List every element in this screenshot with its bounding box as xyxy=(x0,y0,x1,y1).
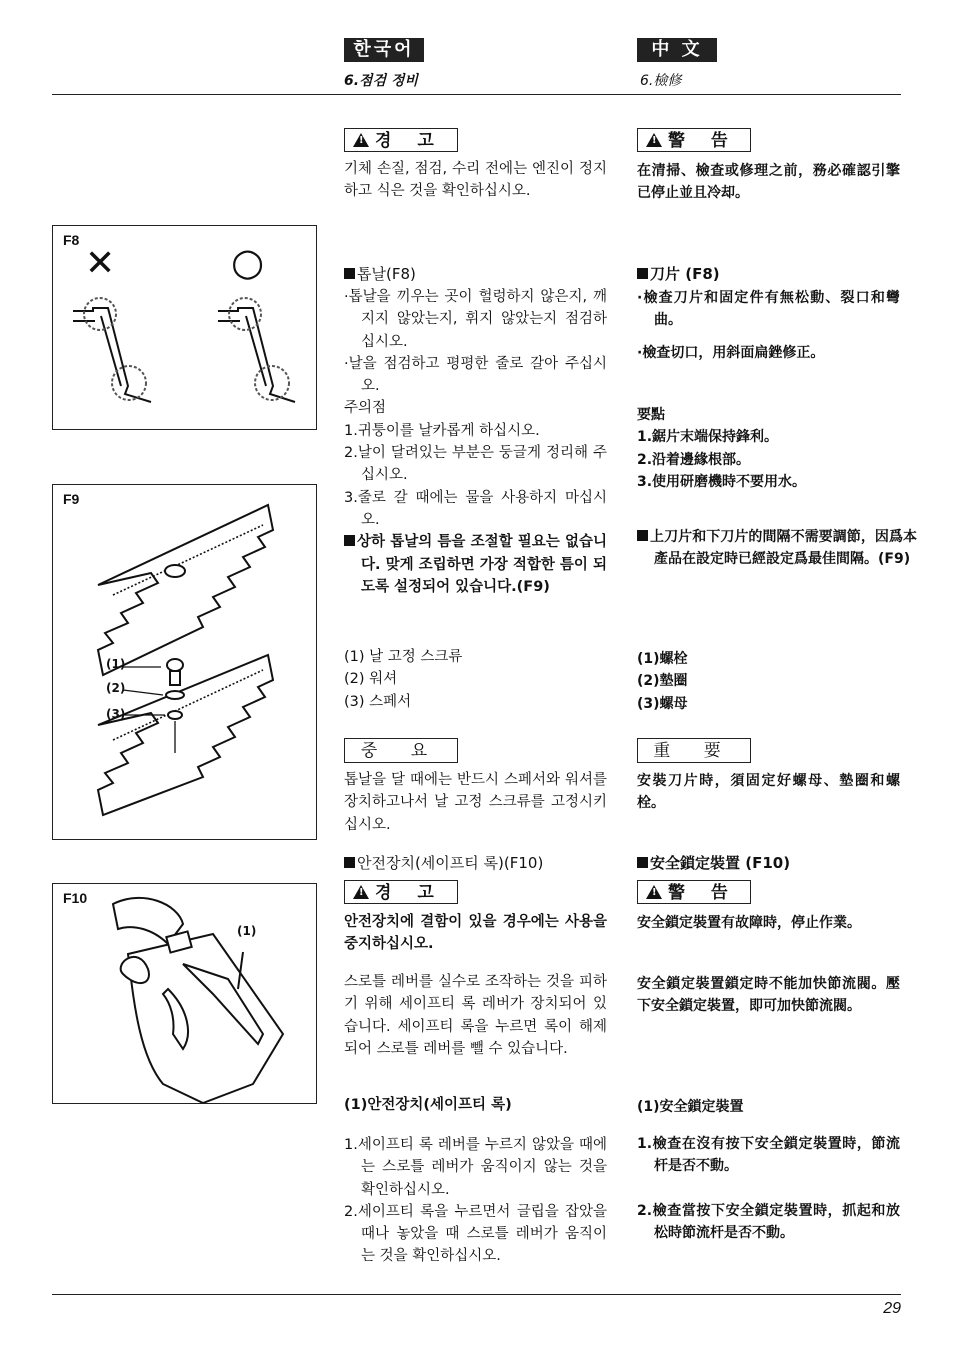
f9-callout-1: (1) xyxy=(106,657,126,671)
square-bullet-icon xyxy=(637,530,648,541)
safety-lock-handle-illustration xyxy=(53,884,316,1103)
korean-section-title: 6.점검 정비 xyxy=(344,73,419,89)
zh-blade-bullets xyxy=(637,287,900,364)
ko-warning-box-2 xyxy=(344,880,458,904)
ko-caution-item: 3.줄로 갈 때에는 물을 사용하지 마십시오. xyxy=(344,489,607,528)
zh-warning-box-2 xyxy=(637,880,751,904)
ko-warning-box-1 xyxy=(344,128,458,152)
zh-blade-bullet: ·檢查刀片和固定件有無松動、裂口和彎曲。 xyxy=(637,290,900,329)
ko-parts-list xyxy=(344,646,607,713)
zh-warning-text-2: 安全鎖定裝置有故障時，停止作業。 xyxy=(637,915,861,931)
zh-important-text: 安裝刀片時，須固定好螺母、墊圈和螺栓。 xyxy=(637,773,900,812)
ko-warning-label-2: 경 고 xyxy=(375,883,444,903)
square-bullet-icon xyxy=(637,857,648,868)
zh-blade-heading-text: 刀片 (F8) xyxy=(650,265,720,283)
header-divider xyxy=(52,94,901,95)
ko-blade-bullets xyxy=(344,286,607,598)
ko-safety-heading-text: 안전장치(세이프티 록)(F10) xyxy=(357,854,544,872)
zh-caution-item: 1.鋸片末端保持鋒利。 xyxy=(637,429,779,446)
ko-safety-description: 스로틀 레버를 실수로 조작하는 것을 피하기 위해 세이프티 록 레버가 장치되어 있습니다. 세이프티 록을 누르면 록이 해제되어 스로틀 레버를 뺄 수 있습니다. xyxy=(344,974,607,1057)
ko-warning-text-2: 안전장치에 결함이 있을 경우에는 사용을 중지하십시오. xyxy=(344,914,607,953)
ko-warning-text-1: 기체 손질, 점검, 수리 전에는 엔진이 정지하고 식은 것을 확인하십시오. xyxy=(344,161,607,200)
ko-important-text: 톱날을 달 때에는 반드시 스페서와 워셔를 장치하고나서 날 고정 스크류를 고정시키십시오. xyxy=(344,772,607,833)
ko-caution-item: 2.날이 달려있는 부분은 둥글게 정리해 주십시오. xyxy=(344,445,607,484)
f10-callout-1: (1) xyxy=(237,924,257,938)
footer-divider xyxy=(52,1294,901,1295)
ko-gap-note xyxy=(344,531,607,598)
hedge-blade-assembly-illustration xyxy=(53,485,316,839)
zh-safety-part: (1)安全鎖定裝置 xyxy=(637,1099,744,1115)
wrong-mark-icon: ✕ xyxy=(85,243,116,284)
zh-warning-text-1: 在清掃、檢查或修理之前，務必確認引擎已停止並且冷却。 xyxy=(637,163,900,202)
figure-f8-label: F8 xyxy=(63,232,80,248)
blade-tooth-illustration xyxy=(53,226,316,429)
ko-caution-item: 1.귀퉁이를 날카롭게 하십시오. xyxy=(344,422,540,439)
zh-gap-note-text: 上刀片和下刀片的間隔不需要調節，因爲本產品在設定時已經設定爲最佳間隔。(F9) xyxy=(650,529,917,568)
korean-language-tab: 한국어 xyxy=(344,38,424,62)
square-bullet-icon xyxy=(344,857,355,868)
ko-blade-bullet: ·톱날을 끼우는 곳이 헐렁하지 않은지, 깨지지 않았는지, 휘지 않았는지 점검하십시오. xyxy=(344,289,607,350)
figure-f9 xyxy=(52,484,317,840)
chinese-language-tab: 中 文 xyxy=(637,38,717,62)
warning-triangle-icon xyxy=(646,133,662,147)
ko-part-item: (3) 스페서 xyxy=(344,693,412,710)
figure-f9-label: F9 xyxy=(63,491,80,507)
square-bullet-icon xyxy=(344,268,355,279)
ko-blade-heading xyxy=(344,263,416,284)
zh-part-item: (1)螺栓 xyxy=(637,651,688,667)
zh-blade-bullet: ·檢查切口，用斜面扁銼修正。 xyxy=(637,344,825,361)
square-bullet-icon xyxy=(344,535,355,546)
ko-gap-note-text: 상하 톱날의 틈을 조절할 필요는 없습니다. 맞게 조립하면 가장 적합한 틈이 되도록 설정되어 있습니다.(F9) xyxy=(357,534,607,595)
f9-callout-2: (2) xyxy=(106,681,126,695)
zh-part-item: (2)墊圈 xyxy=(637,673,688,690)
zh-safety-check: 2.檢查當按下安全鎖定裝置時，抓起和放松時節流杆是否不動。 xyxy=(637,1202,900,1241)
zh-safety-checks xyxy=(637,1133,900,1244)
ko-part-item: (1) 날 고정 스크류 xyxy=(344,649,463,665)
zh-caution-list xyxy=(637,404,900,493)
zh-warning-box-1 xyxy=(637,128,751,152)
zh-blade-heading xyxy=(637,263,720,284)
zh-part-item: (3)螺母 xyxy=(637,695,688,712)
ko-blade-bullet: ·날을 점검하고 평평한 줄로 갈아 주십시오. xyxy=(344,355,607,395)
square-bullet-icon xyxy=(637,268,648,279)
zh-warning-label: 警 告 xyxy=(668,131,738,151)
zh-caution-item: 3.使用研磨機時不要用水。 xyxy=(637,473,807,490)
ko-safety-check: 1.세이프티 록 레버를 누르지 않았을 때에는 스로틀 레버가 움직이지 않는 것을 확인하십시오. xyxy=(344,1137,607,1198)
zh-important-box: 重 要 xyxy=(637,738,751,763)
zh-safety-heading-text: 安全鎖定裝置 (F10) xyxy=(650,854,791,872)
ko-warning-label: 경 고 xyxy=(375,131,444,151)
ko-blade-heading-text: 톱날(F8) xyxy=(357,265,416,283)
figure-f10-label: F10 xyxy=(63,890,88,906)
ko-safety-part: (1)안전장치(세이프티 록) xyxy=(344,1097,512,1113)
figure-f8 xyxy=(52,225,317,430)
f9-callout-3: (3) xyxy=(106,707,126,721)
zh-safety-description: 安全鎖定裝置鎖定時不能加快節流閥。壓下安全鎖定裝置，即可加快節流閥。 xyxy=(637,976,900,1015)
zh-parts-list xyxy=(637,648,900,715)
warning-triangle-icon xyxy=(353,885,369,899)
warning-triangle-icon xyxy=(353,133,369,147)
ko-safety-checks xyxy=(344,1134,607,1268)
zh-warning-label-2: 警 告 xyxy=(668,883,738,903)
ko-part-item: (2) 워셔 xyxy=(344,671,398,688)
zh-caution-title: 要點 xyxy=(637,407,665,423)
zh-gap-note xyxy=(637,526,917,571)
page-number: 29 xyxy=(883,1300,901,1317)
ko-important-box: 중 요 xyxy=(344,738,458,763)
warning-triangle-icon xyxy=(646,885,662,899)
zh-safety-check: 1.檢查在沒有按下安全鎖定裝置時，節流杆是否不動。 xyxy=(637,1136,900,1175)
ko-safety-check: 2.세이프티 록을 누르면서 글립을 잡았을 때나 놓았을 때 스로틀 레버가 움직이는 것을 확인하십시오. xyxy=(344,1203,607,1265)
zh-safety-heading xyxy=(637,852,790,873)
ko-safety-heading xyxy=(344,852,543,873)
figure-f10 xyxy=(52,883,317,1104)
chinese-section-title: 6.檢修 xyxy=(640,73,682,89)
zh-caution-item: 2.沿着邊緣根部。 xyxy=(637,451,751,468)
ko-caution-title: 주의점 xyxy=(344,400,387,417)
right-mark-icon: ○ xyxy=(231,240,265,284)
